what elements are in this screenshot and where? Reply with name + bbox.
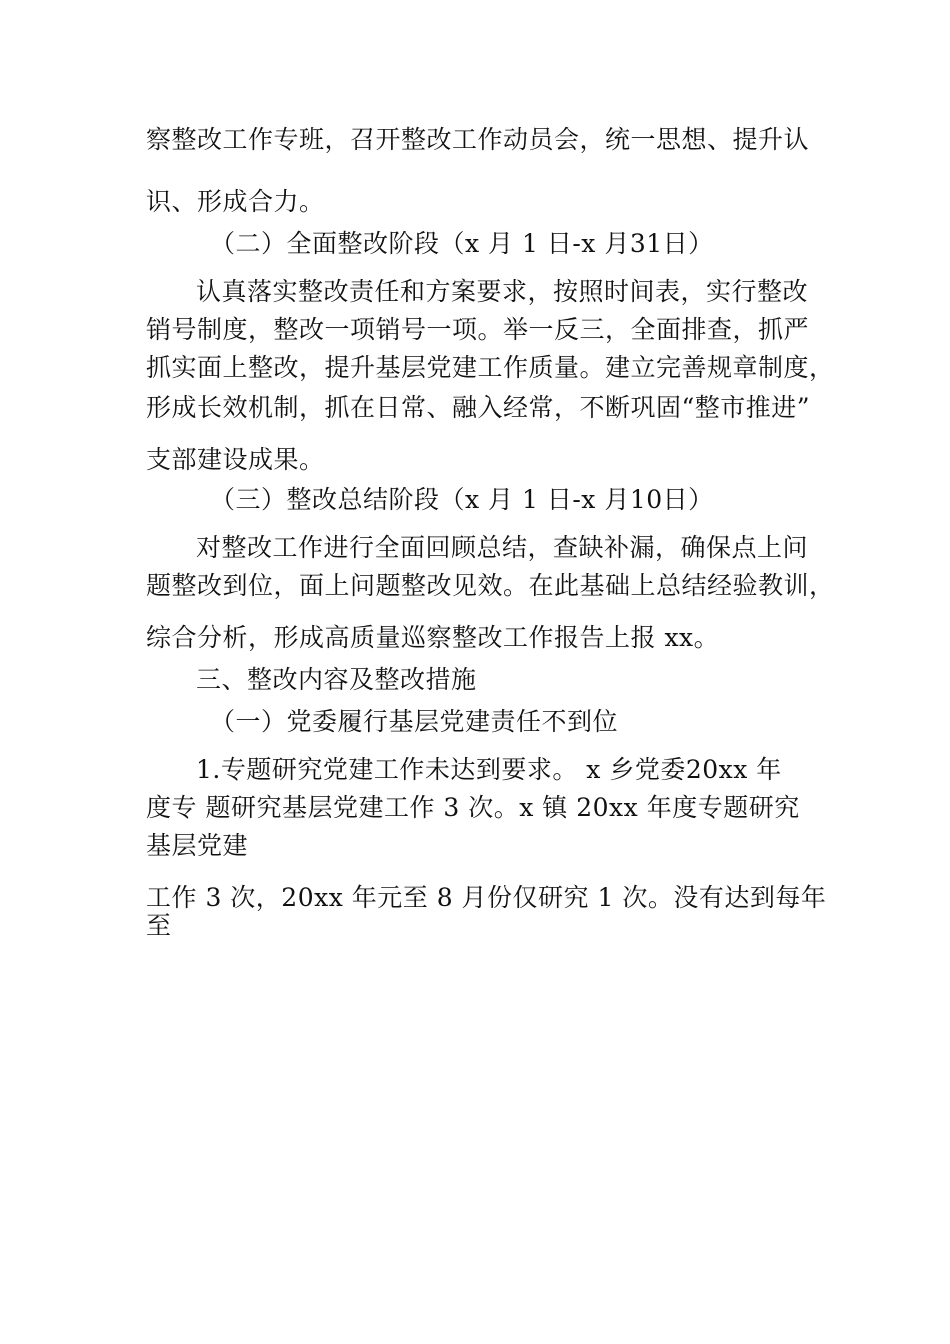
paragraph-first-line: 认真落实整改责任和方案要求，按照时间表，实行整改 — [196, 277, 809, 306]
body-text-line: 度专 题研究基层党建工作 3 次。x 镇 20xx 年度专题研究 — [146, 793, 800, 822]
body-text-line: 支部建设成果。 — [146, 445, 325, 474]
body-text-line: 察整改工作专班，召开整改工作动员会，统一思想、提升认 — [146, 125, 810, 154]
body-text-line: 基层党建 — [146, 831, 249, 860]
body-text-line: 销号制度，整改一项销号一项。举一反三，全面排查，抓严 — [146, 315, 810, 344]
body-text-line: 综合分析，形成高质量巡察整改工作报告上报 xx。 — [146, 623, 720, 652]
section-heading: 三、整改内容及整改措施 — [196, 665, 477, 694]
body-text-line: 题整改到位，面上问题整改见效。在此基础上总结经验教训， — [146, 571, 835, 600]
section-subheading: （三）整改总结阶段（x 月 1 日-x 月10日） — [210, 485, 714, 514]
body-text-line: 识、形成合力。 — [146, 187, 325, 216]
section-subheading: （一）党委履行基层党建责任不到位 — [210, 707, 619, 736]
body-text-line: 至 — [146, 911, 172, 940]
body-text-line: 抓实面上整改，提升基层党建工作质量。建立完善规章制度， — [146, 353, 835, 382]
section-subheading: （二）全面整改阶段（x 月 1 日-x 月31日） — [210, 229, 714, 258]
body-text-line: 工作 3 次，20xx 年元至 8 月份仅研究 1 次。没有达到每年 — [146, 883, 827, 912]
paragraph-first-line: 对整改工作进行全面回顾总结，查缺补漏，确保点上问 — [196, 533, 809, 562]
body-text-line: 形成长效机制，抓在日常、融入经常，不断巩固“整市推进” — [146, 393, 811, 422]
paragraph-first-line: 1.专题研究党建工作未达到要求。 x 乡党委20xx 年 — [196, 755, 782, 784]
